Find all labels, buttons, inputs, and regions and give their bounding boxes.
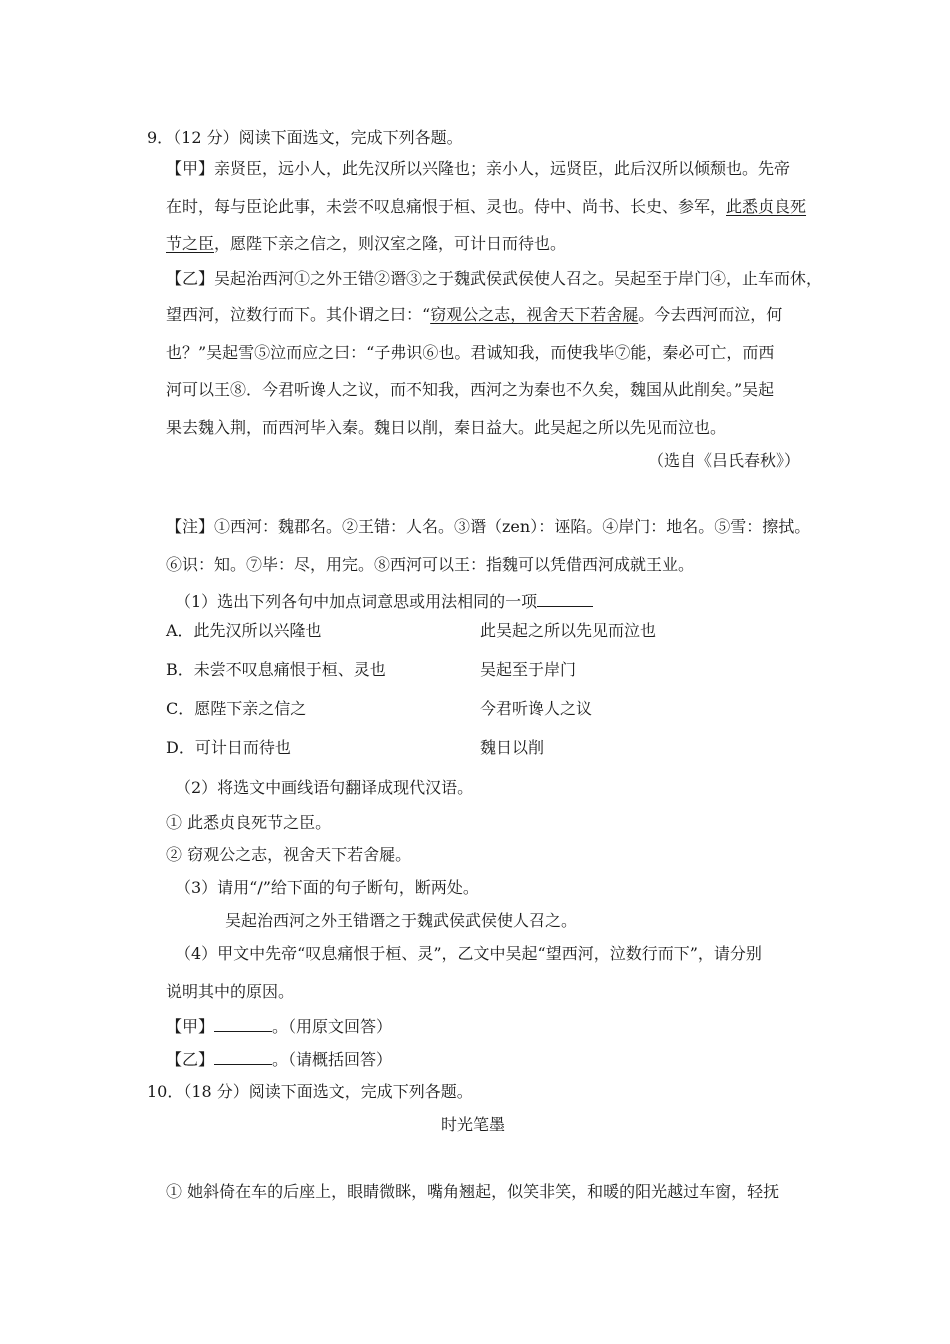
answer-blank[interactable] <box>537 592 593 607</box>
sub4-jia-note: 。（用原文回答） <box>272 1017 393 1036</box>
underlined-phrase-2: 窃观公之志，视舍天下若舍屣 <box>430 305 639 324</box>
sub1-prompt <box>175 592 593 610</box>
option-d-left: D．可计日而待也 <box>166 738 291 757</box>
sub4-yi-note: 。（请概括回答） <box>272 1050 393 1069</box>
q10-title: 时光笔墨 <box>441 1115 506 1134</box>
jia-line-2-text: 在时，每与臣论此事，未尝不叹息痛恨于桓、灵也。侍中、尚书、长史、参军， <box>166 197 727 216</box>
option-a-left: A．此先汉所以兴隆也 <box>166 621 322 640</box>
option-b-right: 吴起至于岸门 <box>480 660 577 679</box>
q9-header: 9．（12 分）阅读下面选文，完成下列各题。 <box>147 128 463 147</box>
sub1-prompt-text: （1）选出下列各句中加点词意思或用法相同的一项 <box>175 592 538 611</box>
jia-line-3-text: ，愿陛下亲之信之，则汉室之隆，可计日而待也。 <box>214 234 567 253</box>
sub3-sentence: 吴起治西河之外王错谮之于魏武侯武侯使人召之。 <box>225 911 578 930</box>
sub4-jia-label: 【甲】 <box>166 1017 215 1036</box>
yi-line-4: 河可以王⑧．今君听谗人之议，而不知我，西河之为秦也不久矣，魏国从此削矣。”吴起 <box>166 380 775 399</box>
sub4-jia-answer <box>166 1017 392 1035</box>
jia-line-3 <box>166 236 566 252</box>
underlined-phrase-1b: 节之臣 <box>166 234 215 253</box>
yi-line-2-text-b: 。今去西河而泣，何 <box>638 305 783 324</box>
underlined-phrase-1a: 此悉贞良死 <box>726 197 807 216</box>
jia-line-2 <box>166 199 806 215</box>
source-citation: （选自《吕氏春秋》） <box>648 451 801 470</box>
sub4-yi-answer <box>166 1050 392 1068</box>
sub2-prompt: （2）将选文中画线语句翻译成现代汉语。 <box>175 778 474 797</box>
option-c-right: 今君听谗人之议 <box>480 699 593 718</box>
q10-header: 10．（18 分）阅读下面选文，完成下列各题。 <box>147 1082 473 1101</box>
yi-line-3: 也？”吴起雪⑤泣而应之曰：“子弗识⑥也。君诚知我，而使我毕⑦能，秦必可亡，而西 <box>166 343 775 362</box>
sub2-item-1: ① 此悉贞良死节之臣。 <box>166 813 332 832</box>
sub4-line-2: 说明其中的原因。 <box>166 982 295 1001</box>
sub3-prompt: （3）请用“/”给下面的句子断句，断两处。 <box>175 878 479 897</box>
yi-line-2 <box>166 307 782 323</box>
yi-line-5: 果去魏入荆，而西河毕入秦。魏日以削，秦日益大。此吴起之所以先见而泣也。 <box>166 418 727 437</box>
yi-line-2-text-a: 望西河，泣数行而下。其仆谓之曰：“ <box>166 305 431 324</box>
jia-line-1: 【甲】亲贤臣，远小人，此先汉所以兴隆也；亲小人，远贤臣，此后汉所以倾颓也。先帝 <box>166 159 791 178</box>
yi-line-1: 【乙】吴起治西河①之外王错②谮③之于魏武侯武侯使人召之。吴起至于岸门④，止车而休， <box>166 269 823 288</box>
answer-blank-yi[interactable] <box>214 1050 272 1065</box>
sub2-item-2: ② 窃观公之志，视舍天下若舍屣。 <box>166 845 412 864</box>
sub4-yi-label: 【乙】 <box>166 1050 215 1069</box>
option-a-right: 此吴起之所以先见而泣也 <box>480 621 657 640</box>
option-d-right: 魏日以削 <box>480 738 545 757</box>
answer-blank-jia[interactable] <box>214 1017 272 1032</box>
option-c-left: C．愿陛下亲之信之 <box>166 699 307 718</box>
notes-line-1: 【注】①西河：魏郡名。②王错：人名。③谮（zen）：诬陷。④岸门：地名。⑤雪：擦拭。 <box>166 517 811 536</box>
notes-line-2: ⑥识：知。⑦毕：尽，用完。⑧西河可以王：指魏可以凭借西河成就王业。 <box>166 555 695 574</box>
q10-paragraph-1: ① 她斜倚在车的后座上，眼睛微眯，嘴角翘起，似笑非笑，和暖的阳光越过车窗，轻抚 <box>166 1182 780 1201</box>
sub4-line-1: （4）甲文中先帝“叹息痛恨于桓、灵”，乙文中吴起“望西河，泣数行而下”，请分别 <box>175 944 762 963</box>
option-b-left: B．未尝不叹息痛恨于桓、灵也 <box>166 660 386 679</box>
